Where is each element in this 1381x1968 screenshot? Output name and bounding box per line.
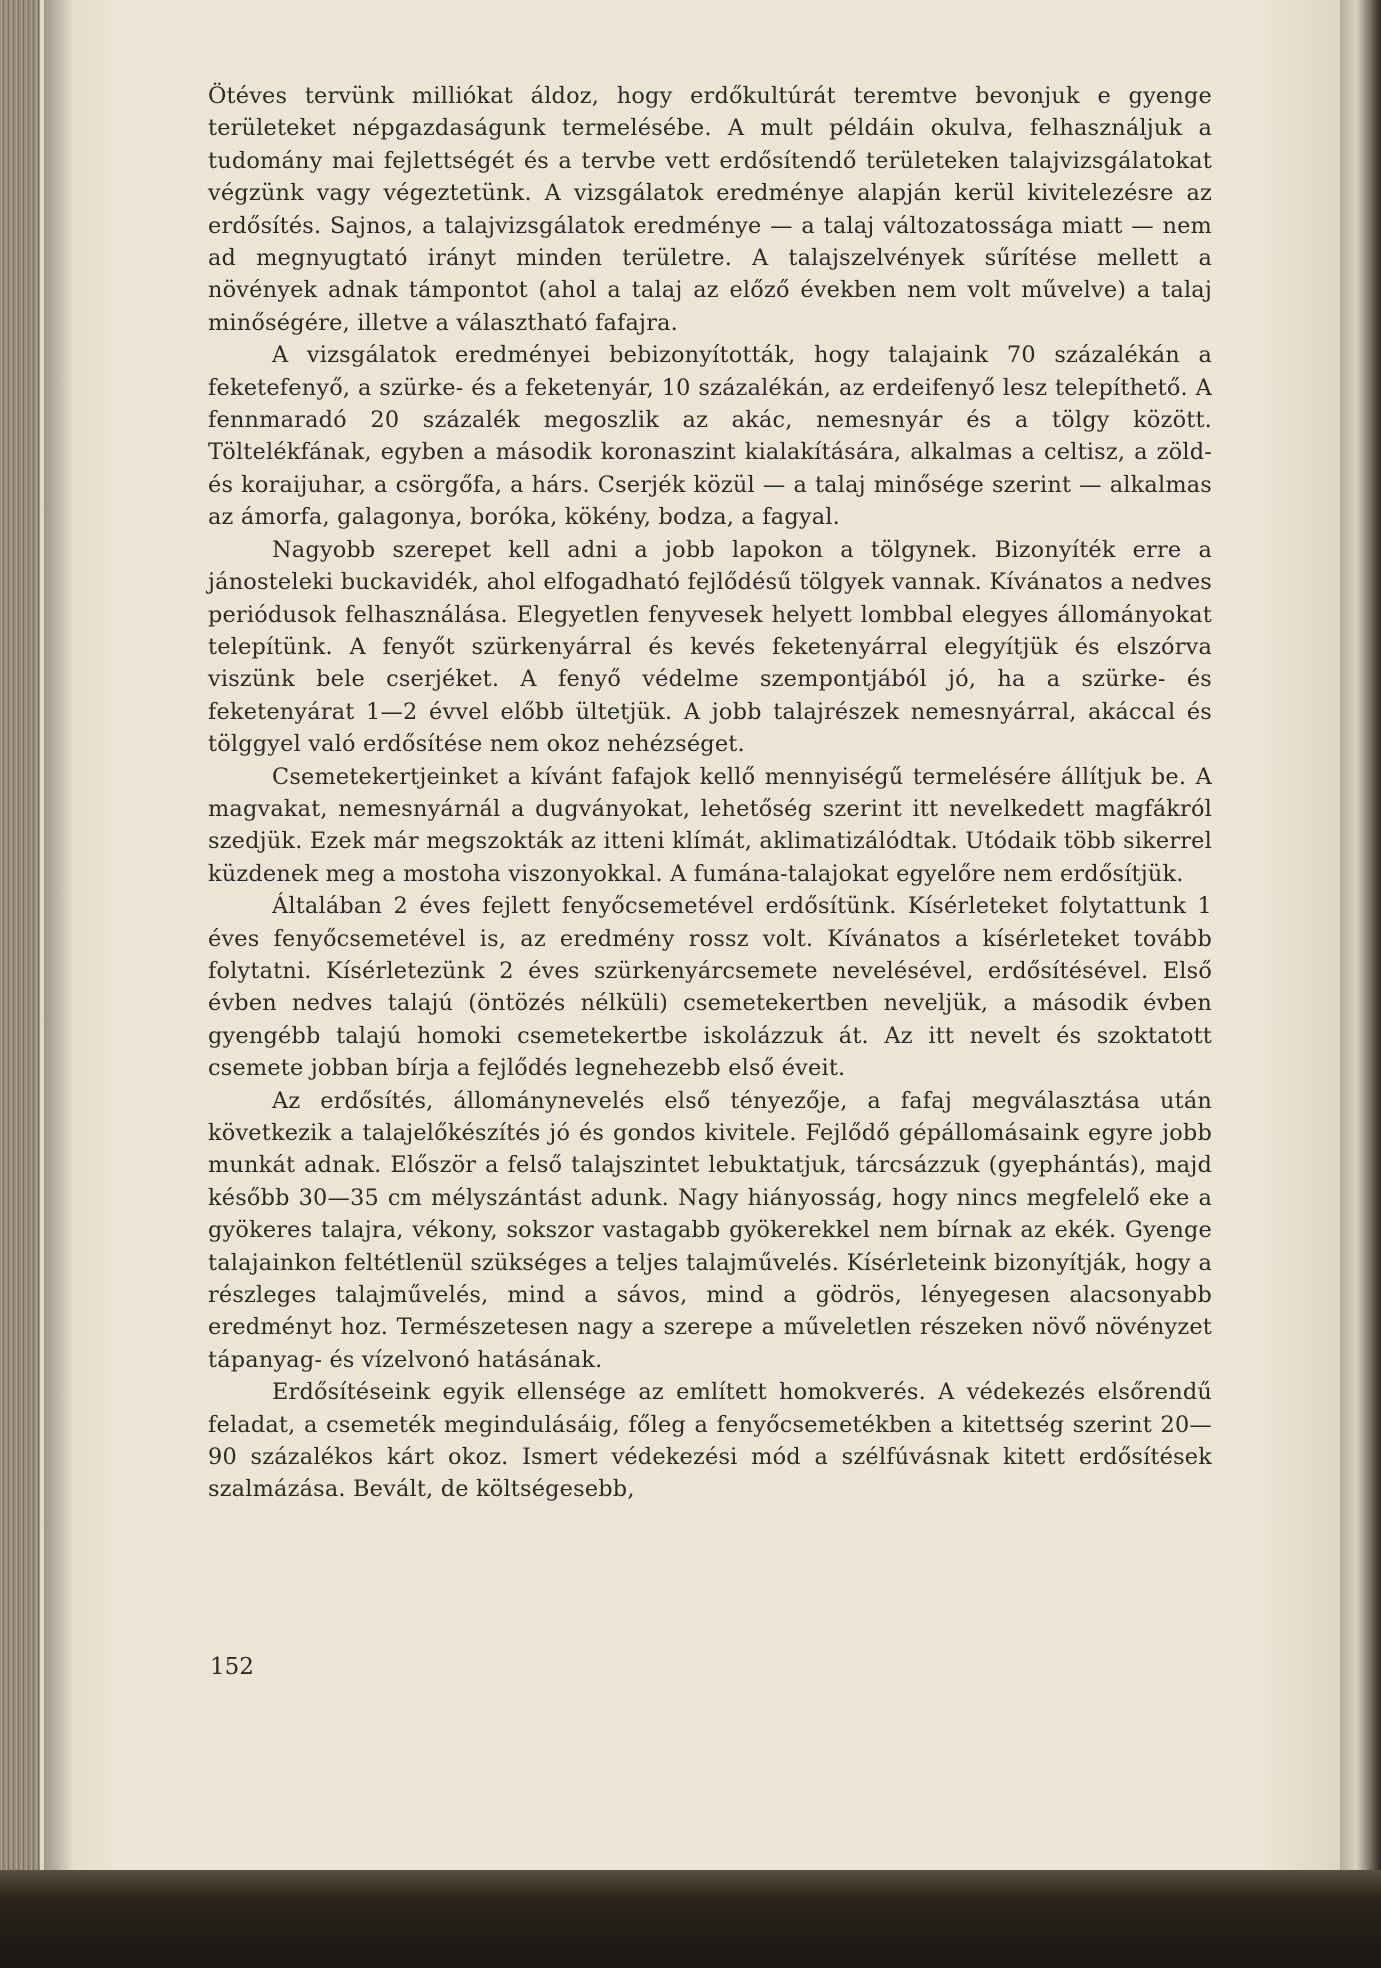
paragraph: Az erdősítés, állománynevelés első tényezője, a fafaj megválasztása után következik a talajelőkészítés jó és gondos kivitele. Fejlődő gépállomásaink egyre jobb munkát adnak. Először a felső talajszintet lebuktatjuk, tárcsázzuk (gyephántás), majd később 30—35 cm mélyszántást adunk. Nagy hiányosság, hogy nincs megfelelő eke a gyökeres talajra, vékony, sokszor vastagabb gyökerekkel nem bírnak az ekék. Gyenge talajainkon feltétlenül szükséges a teljes talajművelés. Kísérleteink bizonyítják, hogy a részleges talajművelés, mind a sávos, mind a gödrös, lényegesen alacsonyabb eredményt hoz. Természetesen nagy a szerepe a műveletlen részeken növő növényzet tápanyag- és vízelvonó hatásának. (208, 1087, 1212, 1373)
paragraph: Ötéves tervünk milliókat áldoz, hogy erdőkultúrát teremtve bevonjuk e gyenge területeket népgazdaságunk termelésébe. A mult példáin okulva, felhasználjuk a tudomány mai fejlettségét és a tervbe vett erdősítendő területeken talajvizsgálatokat végzünk vagy végeztetünk. A vizsgálatok eredménye alapján kerül kivitelezésre az erdősítés. Sajnos, a talajvizsgálatok eredménye — a talaj változatossága miatt — nem ad megnyugtató irányt minden területre. A talajszelvények sűrítése mellett a növények adnak támpontot (ahol a talaj az előző években nem volt művelve) a talaj minőségére, illetve a választható fafajra. (208, 83, 1212, 336)
right-page-edge (1340, 0, 1381, 1968)
spine-shadow (44, 0, 74, 1968)
stacked-page-edges (0, 0, 44, 1968)
page-number: 152 (210, 1654, 254, 1680)
scan-bottom-edge (0, 1870, 1381, 1968)
body-text (208, 80, 1212, 1506)
paragraph: Erdősítéseink egyik ellensége az említett homokverés. A védekezés elsőrendű feladat, a csemeték megindulásáig, főleg a fenyőcsemetékben a kitettség szerint 20—90 százalékos kárt okoz. Ismert védekezési mód a szélfúvásnak kitett erdősítések szalmázása. Bevált, de költségesebb, (208, 1379, 1212, 1503)
paragraph: Csemetekertjeinket a kívánt fafajok kellő mennyiségű termelésére állítjuk be. A magvakat, nemesnyárnál a dugványokat, lehetőség szerint itt nevelkedett magfákról szedjük. Ezek már megszokták az itteni klímát, aklimatizálódtak. Utódaik több sikerrel küzdenek meg a mostoha viszonyokkal. A fumána-talajokat egyelőre nem erdősítjük. (208, 763, 1212, 887)
paragraph: Általában 2 éves fejlett fenyőcsemetével erdősítünk. Kísérleteket folytattunk 1 éves fenyőcsemetével is, az eredmény rossz volt. Kívánatos a kísérleteket tovább folytatni. Kísérletezünk 2 éves szürkenyárcsemete nevelésével, erdősítésével. Első évben nedves talajú (öntözés nélküli) csemetekertben neveljük, a második évben gyengébb talajú homoki csemetekertbe iskolázzuk át. Az itt nevelt és szoktatott csemete jobban bírja a fejlődés legnehezebb első éveit. (208, 893, 1212, 1082)
paragraph: A vizsgálatok eredményei bebizonyították, hogy talajaink 70 százalékán a feketefenyő, a szürke- és a feketenyár, 10 százalékán, az erdeifenyő lesz telepíthető. A fennmaradó 20 százalék megoszlik az akác, nemesnyár és a tölgy között. Töltelékfának, egyben a második koronaszint kialakítására, alkalmas a celtisz, a zöld- és koraijuhar, a csörgőfa, a hárs. Cserjék közül — a talaj minősége szerint — alkalmas az ámorfa, galagonya, boróka, kökény, bodza, a fagyal. (208, 342, 1212, 531)
paragraph: Nagyobb szerepet kell adni a jobb lapokon a tölgynek. Bizonyíték erre a jánosteleki buckavidék, ahol elfogadható fejlődésű tölgyek vannak. Kívánatos a nedves periódusok felhasználása. Elegyetlen fenyvesek helyett lombbal elegyes állományokat telepítünk. A fenyőt szürkenyárral és kevés feketenyárral elegyítjük és elszórva viszünk bele cserjéket. A fenyő védelme szempontjából jó, ha a szürke- és feketenyárat 1—2 évvel előbb ültetjük. A jobb talajrészek nemesnyárral, akáccal és tölggyel való erdősítése nem okoz nehézséget. (208, 536, 1212, 758)
